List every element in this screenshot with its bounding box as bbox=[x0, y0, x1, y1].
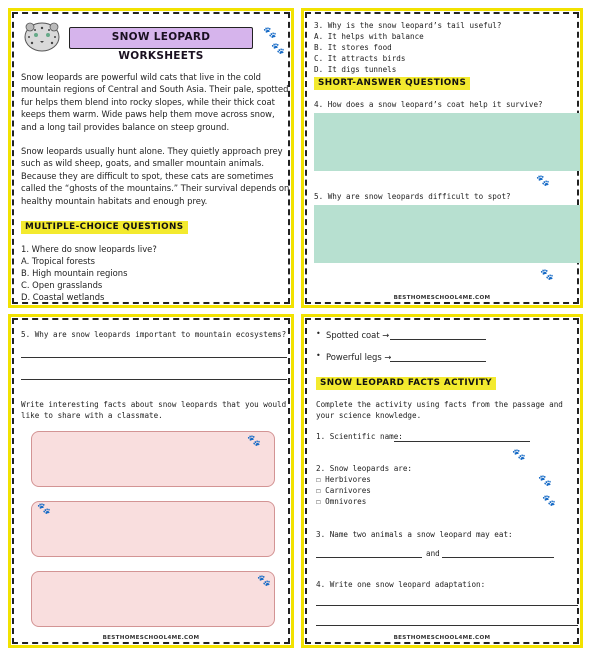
answer-line[interactable] bbox=[390, 339, 486, 340]
paw-print-icon: 🐾 bbox=[512, 448, 526, 461]
question-4: 4. How does a snow leopard’s coat help it survive? bbox=[314, 100, 543, 109]
answer-box-q4[interactable] bbox=[314, 113, 580, 171]
adaptation-powerful-legs: Powerful legs → bbox=[326, 352, 392, 362]
section-heading-short-answer: SHORT-ANSWER QUESTIONS bbox=[314, 77, 470, 90]
paw-print-icon: 🐾 bbox=[257, 574, 271, 587]
adaptation-spotted-coat: Spotted coat → bbox=[326, 330, 390, 340]
paw-print-icon: 🐾 bbox=[37, 502, 51, 515]
footer-website: BESTHOMESCHOOL4ME.COM bbox=[393, 635, 491, 641]
snow-leopard-icon bbox=[21, 19, 63, 53]
worksheet-page-4 bbox=[301, 314, 583, 648]
paw-print-icon: 🐾 bbox=[538, 474, 552, 487]
section-heading-multiple-choice: MULTIPLE-CHOICE QUESTIONS bbox=[21, 221, 188, 234]
option-d[interactable]: D. Coastal wetlands bbox=[21, 292, 105, 302]
paw-print-icon: 🐾 bbox=[263, 26, 277, 39]
question-1: 1. Where do snow leopards live? bbox=[21, 244, 157, 254]
answer-line[interactable] bbox=[394, 441, 530, 442]
question-1: 1. Scientific name: bbox=[316, 432, 403, 441]
worksheet-page-1 bbox=[8, 8, 294, 308]
option-b[interactable]: B. High mountain regions bbox=[21, 268, 128, 278]
facts-prompt: Write interesting facts about snow leopards that you would like to share with a classmate. bbox=[21, 400, 287, 420]
answer-line[interactable] bbox=[21, 379, 287, 380]
answer-line[interactable] bbox=[316, 625, 578, 626]
answer-line[interactable] bbox=[316, 605, 578, 606]
option-c[interactable]: C. It attracts birds bbox=[314, 54, 406, 63]
passage-paragraph-1: Snow leopards are powerful wild cats that live in the cold mountain regions of Central and South Asia. Their pale, spotted fur helps them blend into rocky slopes, while their thick coat keeps them warm. Wide paws help them move across snow, and a long tail provides balance on steep ground. bbox=[21, 72, 289, 132]
answer-line[interactable] bbox=[390, 361, 486, 362]
option-b[interactable]: B. It stores food bbox=[314, 43, 392, 52]
checkbox-carnivores[interactable]: ☐ Carnivores bbox=[316, 486, 371, 495]
answer-line[interactable] bbox=[21, 357, 287, 358]
option-a[interactable]: A. Tropical forests bbox=[21, 256, 96, 266]
fact-box-1[interactable] bbox=[31, 431, 275, 487]
paw-print-icon: 🐾 bbox=[540, 268, 554, 281]
bullet-dot: • bbox=[316, 351, 321, 360]
paw-print-icon: 🐾 bbox=[536, 174, 550, 187]
worksheet-page-3 bbox=[8, 314, 294, 648]
answer-box-q5[interactable] bbox=[314, 205, 580, 263]
question-3: 3. Why is the snow leopard’s tail useful? bbox=[314, 21, 502, 30]
fact-box-2[interactable] bbox=[31, 501, 275, 557]
footer-website: BESTHOMESCHOOL4ME.COM bbox=[393, 295, 491, 301]
option-a[interactable]: A. It helps with balance bbox=[314, 32, 424, 41]
paw-print-icon: 🐾 bbox=[271, 42, 285, 55]
worksheet-title: SNOW LEOPARD WORKSHEETS bbox=[69, 27, 253, 49]
question-3: 3. Name two animals a snow leopard may eat: bbox=[316, 530, 513, 539]
answer-line[interactable] bbox=[316, 557, 422, 558]
bullet-dot: • bbox=[316, 329, 321, 338]
answer-line[interactable] bbox=[442, 557, 554, 558]
paw-print-icon: 🐾 bbox=[542, 494, 556, 507]
question-5: 5. Why are snow leopards important to mountain ecosystems? bbox=[21, 330, 287, 339]
section-heading-facts-activity: SNOW LEOPARD FACTS ACTIVITY bbox=[316, 377, 496, 390]
paw-print-icon: 🐾 bbox=[247, 434, 261, 447]
and-label: and bbox=[426, 549, 440, 558]
question-5: 5. Why are snow leopards difficult to spot? bbox=[314, 192, 511, 201]
checkbox-omnivores[interactable]: ☐ Omnivores bbox=[316, 497, 367, 506]
question-2: 2. Snow leopards are: bbox=[316, 464, 413, 473]
passage-paragraph-2: Snow leopards usually hunt alone. They quietly approach prey such as wild sheep, goats, and smaller mountain animals. Because they are difficult to spot, these cats are sometimes called the “ghosts of the mountains.” Their survival depends on healthy mountain habitats and enough prey. bbox=[21, 146, 290, 206]
activity-intro: Complete the activity using facts from the passage and your science knowledge. bbox=[316, 400, 563, 420]
checkbox-herbivores[interactable]: ☐ Herbivores bbox=[316, 475, 371, 484]
option-d[interactable]: D. It digs tunnels bbox=[314, 65, 397, 74]
fact-box-3[interactable] bbox=[31, 571, 275, 627]
option-c[interactable]: C. Open grasslands bbox=[21, 280, 103, 290]
question-4: 4. Write one snow leopard adaptation: bbox=[316, 580, 486, 589]
worksheet-page-2 bbox=[301, 8, 583, 308]
footer-website: BESTHOMESCHOOL4ME.COM bbox=[102, 635, 200, 641]
